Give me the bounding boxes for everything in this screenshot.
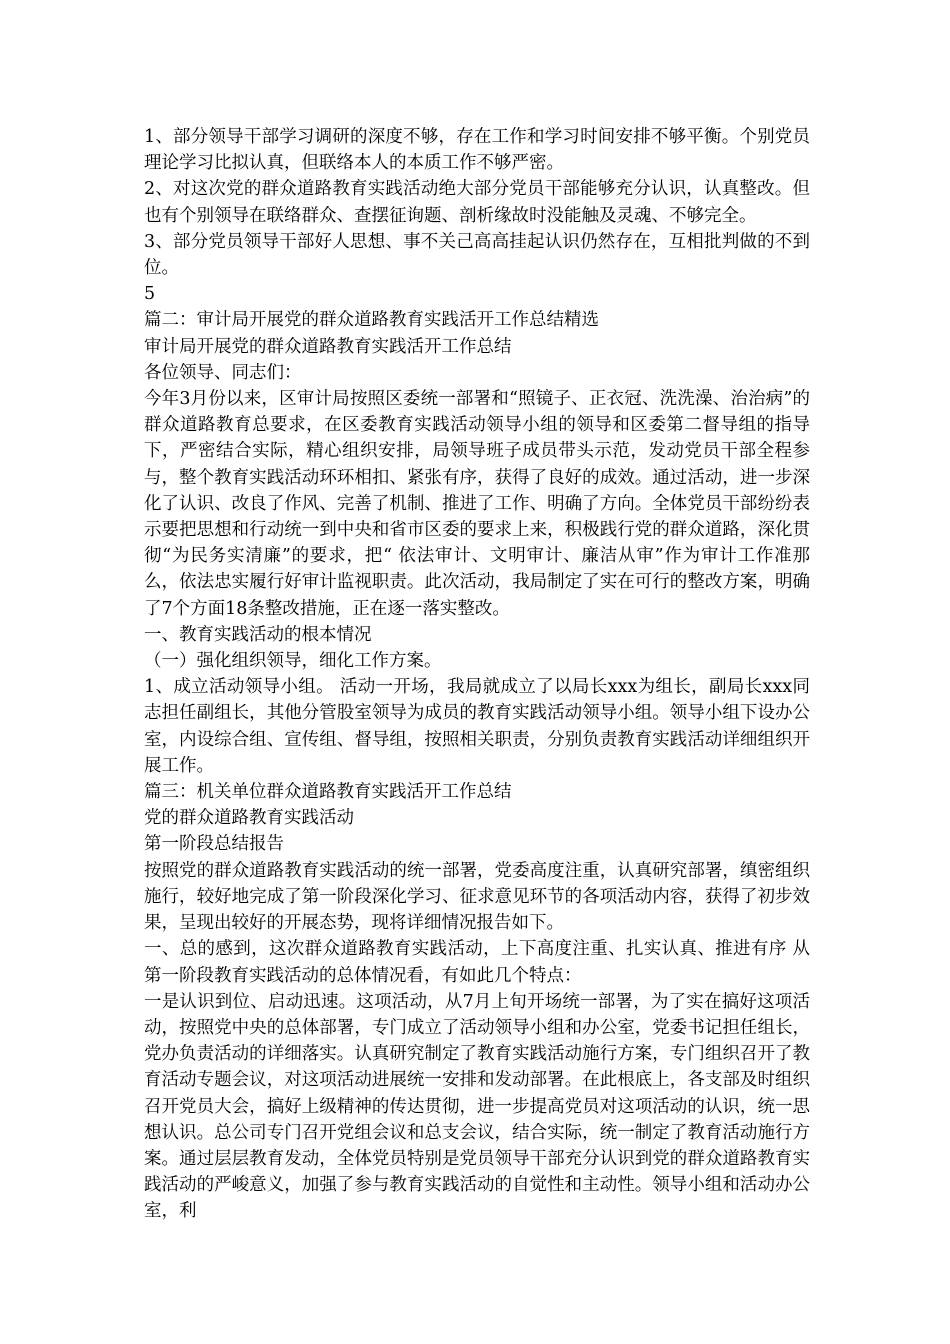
subheading-organization: （一）强化组织领导，细化工作方案。: [144, 651, 442, 672]
paragraph-first-point: 一是认识到位、启动迅速。这项活动，从7月上旬开场统一部署，为了实在搞好这项活动，按照党中央的总体部署，专门成立了活动领导小组和办公室，党委书记担任组长，党办负责活动的详细落实。认真研究制定了教育实践活动施行方案，专门组织召开了教育活动专题会议，对这项活动进展统一安排和发动部署。在此根底上，各支部及时组织召开党员大会，搞好上级精神的传达贯彻，进一步提高党员对这项活动的认识，统一思想认识。总公司专门召开党组会议和总支会议，结合实际，统一制定了教育活动施行方案。通过层层教育发动，全体党员特别是党员领导干部充分认识到党的群众道路教育实践活动的严峻意义，加强了参与教育实践活动的自觉性和主动性。领导小组和活动办公室，利: [144, 991, 810, 1222]
page-number: 5: [144, 284, 156, 305]
salutation: 各位领导、同志们：: [144, 362, 302, 383]
paragraph-issue-2: 2、对这次党的群众道路教育实践活动绝大部分党员干部能够充分认识，认真整改。但也有个别领导在联络群众、查摆征询题、剖析缘故时没能触及灵魂、不够完全。: [144, 179, 810, 226]
document-page: [144, 124, 810, 1225]
document-title-part-2: 审计局开展党的群众道路教育实践活开工作总结: [144, 336, 512, 357]
subheading-basic-situation: 一、教育实践活动的根本情况: [144, 624, 372, 645]
paragraph-issue-1: 1、部分领导干部学习调研的深度不够，存在工作和学习时间安排不够平衡。个别党员理论学习比拟认真，但联络本人的本质工作不够严密。: [144, 127, 810, 174]
paragraph-intro: 今年3月份以来，区审计局按照区委统一部署和“照镜子、正衣冠、洗洗澡、治治病”的群众道路教育总要求，在区委教育实践活动领导小组的领导和区委第二督导组的指导下，严密结合实际，精心组织安排，局领导班子成员带头示范，发动党员干部全程参与，整个教育实践活动环环相扣、紧张有序，获得了良好的成效。通过活动，进一步深化了认识、改良了作风、完善了机制、推进了工作、明确了方向。全体党员干部纷纷表示要把思想和行动统一到中央和省市区委的要求上来，积极践行党的群众道路，深化贯彻“为民务实清廉”的要求，把“ 依法审计、文明审计、廉洁从审”作为审计工作准那么，依法忠实履行好审计监视职责。此次活动，我局制定了实在可行的整改方案，明确了7个方面18条整改措施，正在逐一落实整改。: [144, 389, 810, 619]
section-heading-part-3: 篇三：机关单位群众道路教育实践活开工作总结: [144, 782, 512, 803]
paragraph-overview: 按照党的群众道路教育实践活动的统一部署，党委高度注重，认真研究部署，缜密组织施行，较好地完成了第一阶段深化学习、征求意见环节的各项活动内容，获得了初步效果，呈现出较好的开展态势，现将详细情况报告如下。: [144, 860, 810, 934]
paragraph-general-feeling: 一、总的感到，这次群众道路教育实践活动，上下高度注重、扎实认真、推进有序 从第一阶段教育实践活动的总体情况看，有如此几个特点：: [144, 939, 810, 986]
paragraph-leading-group: 1、成立活动领导小组。 活动一开场，我局就成立了以局长xxx为组长，副局长xxx同志担任副组长，其他分管股室领导为成员的教育实践活动领导小组。领导小组下设办公室，内设综合组、宣传组、督导组，按照相关职责，分别负责教育实践活动详细组织开展工作。: [144, 677, 810, 776]
paragraph-issue-3: 3、部分党员领导干部好人思想、事不关己高高挂起认识仍然存在，互相批判做的不到位。: [144, 231, 810, 279]
document-subtitle-part-3: 第一阶段总结报告: [144, 834, 284, 855]
section-heading-part-2: 篇二：审计局开展党的群众道路教育实践活开工作总结精选: [144, 310, 599, 331]
document-title-part-3: 党的群众道路教育实践活动: [144, 808, 354, 829]
